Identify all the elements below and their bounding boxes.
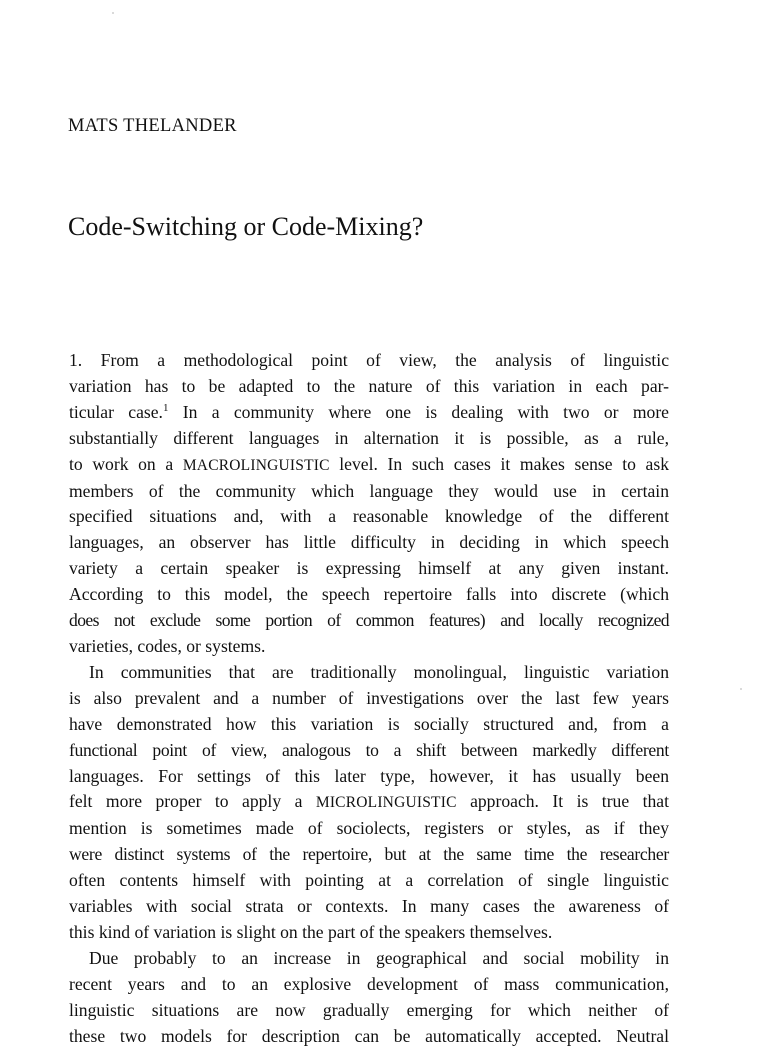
text-line: substantially different languages in alternation it is possible, as a rule,	[69, 427, 669, 448]
text-line-cut-off: these two models for description can be automatically accepted. Neutral	[69, 1025, 669, 1046]
text-run: ticular case.	[69, 401, 163, 422]
text-line: this kind of variation is slight on the part of the speakers themselves.	[69, 921, 553, 942]
text-line: does not exclude some portion of common features) and locally recognized	[69, 610, 669, 631]
text-line	[69, 400, 669, 426]
text-line: Due probably to an increase in geographical and social mobility in	[89, 947, 669, 968]
text-line: variables with social strata or contexts. In many cases the awareness of	[69, 896, 669, 917]
text-line	[69, 789, 669, 816]
text-run: level. In such cases it makes sense to ask	[329, 453, 670, 474]
text-line: have demonstrated how this variation is socially structured and, from a	[69, 713, 669, 734]
text-line: linguistic situations are now gradually emerging for which neither of	[69, 999, 669, 1020]
text-line: According to this model, the speech repertoire falls into discrete (which	[69, 584, 669, 605]
author-name: MATS THELANDER	[68, 116, 237, 136]
text-line: languages. For settings of this later type, however, it has usually been	[69, 765, 669, 786]
text-run: to work on a	[69, 453, 183, 474]
text-line: specified situations and, with a reasonable knowledge of the different	[69, 506, 669, 527]
text-run: approach. It is true that	[456, 791, 669, 812]
text-line: members of the community which language they would use in certain	[69, 480, 669, 501]
article-title: Code-Switching or Code-Mixing?	[68, 212, 424, 241]
text-run: In a community where one is dealing with two or more	[168, 401, 669, 422]
text-line: is also prevalent and a number of investigations over the last few years	[69, 687, 669, 708]
scan-speck	[740, 688, 742, 690]
paragraph-3	[69, 946, 669, 1046]
text-line: varieties, codes, or systems.	[69, 635, 266, 656]
text-line: 1. From a methodological point of view, the analysis of linguistic	[69, 350, 669, 370]
text-line	[69, 452, 669, 479]
paragraph-2	[69, 660, 669, 946]
text-line: variety a certain speaker is expressing himself at any given instant.	[69, 558, 669, 579]
text-line: languages, an observer has little difficulty in deciding in which speech	[69, 532, 669, 553]
text-line: recent years and to an explosive development of mass communication,	[69, 973, 669, 994]
text-run: felt more proper to apply a	[69, 791, 316, 812]
text-line: In communities that are traditionally monolingual, linguistic variation	[89, 661, 669, 682]
text-line: functional point of view, analogous to a shift between markedly different	[69, 739, 669, 760]
text-line: often contents himself with pointing at a correlation of single linguistic	[69, 870, 669, 891]
text-line: variation has to be adapted to the nature of this variation in each par-	[69, 375, 669, 396]
paragraph-1	[69, 348, 669, 660]
text-line: were distinct systems of the repertoire, but at the same time the researcher	[69, 844, 669, 865]
article-body	[69, 348, 670, 1046]
small-caps-term: MICROLINGUISTIC	[315, 794, 457, 812]
text-line: mention is sometimes made of sociolects, registers or styles, as if they	[69, 818, 669, 839]
small-caps-term: MACROLINGUISTIC	[182, 456, 330, 474]
footnote-marker: 1	[162, 401, 169, 414]
scan-speck	[112, 12, 114, 14]
